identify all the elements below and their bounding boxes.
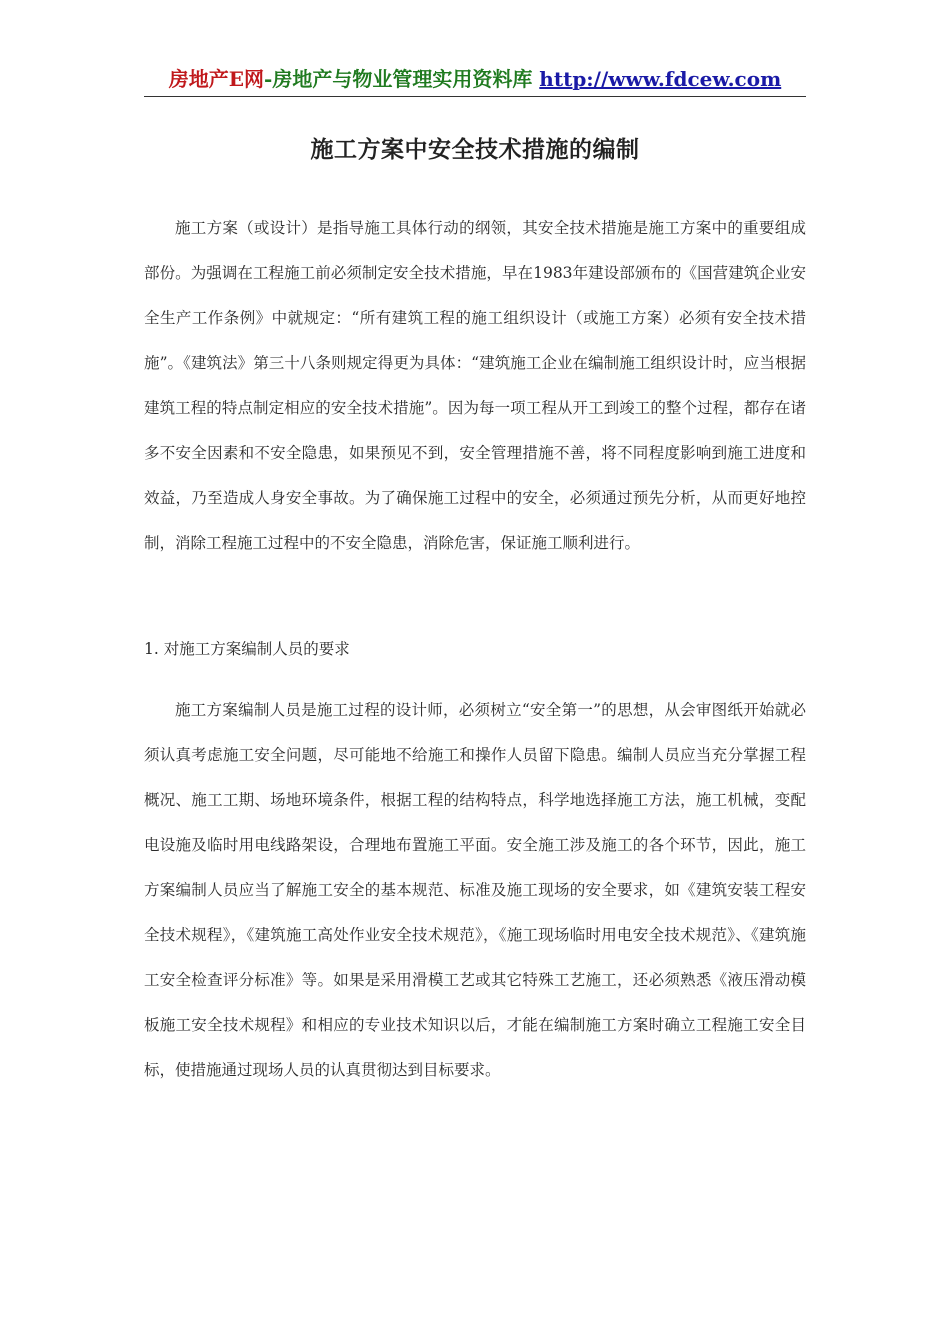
- intro-paragraph: 施工方案（或设计）是指导施工具体行动的纲领，其安全技术措施是施工方案中的重要组成部份。为强调在工程施工前必须制定安全技术措施，早在1983年建设部颁布的《国营建筑企业安全生产工作条例》中就规定：“所有建筑工程的施工组织设计（或施工方案）必须有安全技术措施”。《建筑法》第三十八条则规定得更为具体：“建筑施工企业在编制施工组织设计时，应当根据建筑工程的特点制定相应的安全技术措施”。因为每一项工程从开工到竣工的整个过程，都存在诸多不安全因素和不安全隐患，如果预见不到，安全管理措施不善，将不同程度影响到施工进度和效益，乃至造成人身安全事故。为了确保施工过程中的安全，必须通过预先分析，从而更好地控制，消除工程施工过程中的不安全隐患，消除危害，保证施工顺利进行。: [144, 219, 806, 552]
- section-1-paragraph: 施工方案编制人员是施工过程的设计师，必须树立“安全第一”的思想，从会审图纸开始就必须认真考虑施工安全问题，尽可能地不给施工和操作人员留下隐患。编制人员应当充分掌握工程概况、施工工期、场地环境条件，根据工程的结构特点，科学地选择施工方法，施工机械，变配电设施及临时用电线路架设，合理地布置施工平面。安全施工涉及施工的各个环节，因此，施工方案编制人员应当了解施工安全的基本规范、标准及施工现场的安全要求，如《建筑安装工程安全技术规程》，《建筑施工高处作业安全技术规范》，《施工现场临时用电安全技术规范》、《建筑施工安全检查评分标准》等。如果是采用滑模工艺或其它特殊工艺施工，还必须熟悉《液压滑动模板施工安全技术规程》和相应的专业技术知识以后，才能在编制施工方案时确立工程施工安全目标，使措施通过现场人员的认真贯彻达到目标要求。: [144, 701, 806, 1079]
- site-tagline: -房地产与物业管理实用资料库: [264, 67, 533, 91]
- site-name: 房地产E网: [168, 67, 265, 91]
- document-title: 施工方案中安全技术措施的编制: [310, 136, 640, 163]
- section-heading-1: 1. 对施工方案编制人员的要求: [144, 640, 350, 658]
- site-url-link[interactable]: http://www.fdcew.com: [539, 67, 782, 91]
- page-header: [144, 62, 806, 97]
